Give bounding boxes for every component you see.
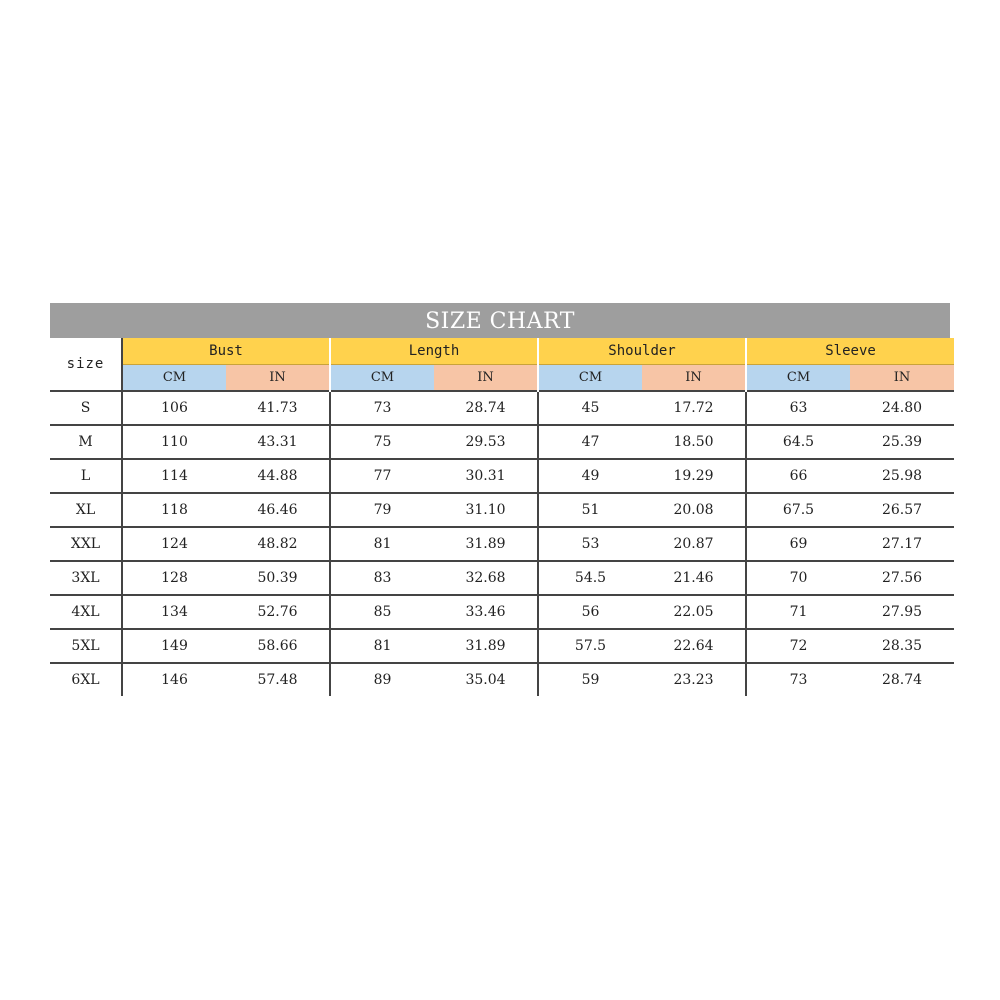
cell-length-cm: 77 <box>330 459 434 493</box>
table-row <box>50 595 954 629</box>
cell-shoulder-in: 22.05 <box>642 595 746 629</box>
cell-sleeve-cm: 69 <box>746 527 850 561</box>
cell-bust-cm: 114 <box>122 459 226 493</box>
cell-bust-in: 57.48 <box>226 663 330 696</box>
cell-shoulder-in: 18.50 <box>642 425 746 459</box>
cell-bust-cm: 106 <box>122 391 226 425</box>
cell-sleeve-cm: 63 <box>746 391 850 425</box>
size-cell: L <box>50 459 122 493</box>
cell-bust-in: 44.88 <box>226 459 330 493</box>
cell-length-cm: 79 <box>330 493 434 527</box>
cell-bust-in: 50.39 <box>226 561 330 595</box>
table-row <box>50 391 954 425</box>
cell-sleeve-cm: 66 <box>746 459 850 493</box>
cell-shoulder-cm: 53 <box>538 527 642 561</box>
cell-shoulder-in: 23.23 <box>642 663 746 696</box>
cell-shoulder-cm: 56 <box>538 595 642 629</box>
size-cell: XXL <box>50 527 122 561</box>
cell-shoulder-cm: 54.5 <box>538 561 642 595</box>
group-header-shoulder: Shoulder <box>538 338 746 365</box>
cell-bust-cm: 118 <box>122 493 226 527</box>
unit-in: IN <box>226 365 330 392</box>
table-row <box>50 629 954 663</box>
cell-shoulder-cm: 59 <box>538 663 642 696</box>
cell-sleeve-in: 27.56 <box>850 561 954 595</box>
group-header-length: Length <box>330 338 538 365</box>
size-cell: M <box>50 425 122 459</box>
cell-sleeve-in: 28.35 <box>850 629 954 663</box>
size-cell: XL <box>50 493 122 527</box>
cell-bust-cm: 134 <box>122 595 226 629</box>
cell-bust-in: 41.73 <box>226 391 330 425</box>
cell-sleeve-in: 25.39 <box>850 425 954 459</box>
size-cell: 4XL <box>50 595 122 629</box>
cell-sleeve-in: 25.98 <box>850 459 954 493</box>
cell-bust-in: 46.46 <box>226 493 330 527</box>
size-cell: S <box>50 391 122 425</box>
unit-cm: CM <box>538 365 642 392</box>
cell-bust-in: 58.66 <box>226 629 330 663</box>
cell-shoulder-in: 20.08 <box>642 493 746 527</box>
cell-sleeve-cm: 73 <box>746 663 850 696</box>
cell-bust-cm: 146 <box>122 663 226 696</box>
size-cell: 6XL <box>50 663 122 696</box>
cell-length-in: 35.04 <box>434 663 538 696</box>
unit-in: IN <box>642 365 746 392</box>
cell-bust-cm: 124 <box>122 527 226 561</box>
cell-bust-cm: 149 <box>122 629 226 663</box>
cell-sleeve-in: 26.57 <box>850 493 954 527</box>
cell-length-in: 31.10 <box>434 493 538 527</box>
unit-in: IN <box>850 365 954 392</box>
cell-bust-in: 52.76 <box>226 595 330 629</box>
cell-bust-cm: 110 <box>122 425 226 459</box>
unit-cm: CM <box>122 365 226 392</box>
cell-sleeve-in: 24.80 <box>850 391 954 425</box>
cell-sleeve-cm: 70 <box>746 561 850 595</box>
chart-title: SIZE CHART <box>50 303 950 338</box>
group-header-bust: Bust <box>122 338 330 365</box>
cell-sleeve-cm: 71 <box>746 595 850 629</box>
table-row <box>50 425 954 459</box>
cell-length-in: 31.89 <box>434 629 538 663</box>
table-row <box>50 663 954 696</box>
cell-bust-in: 48.82 <box>226 527 330 561</box>
cell-length-cm: 85 <box>330 595 434 629</box>
cell-sleeve-in: 27.95 <box>850 595 954 629</box>
size-cell: 3XL <box>50 561 122 595</box>
cell-length-cm: 89 <box>330 663 434 696</box>
cell-length-cm: 73 <box>330 391 434 425</box>
size-table <box>50 338 954 696</box>
size-chart <box>50 303 950 696</box>
group-header-sleeve: Sleeve <box>746 338 954 365</box>
table-row <box>50 493 954 527</box>
cell-sleeve-in: 28.74 <box>850 663 954 696</box>
cell-length-cm: 81 <box>330 527 434 561</box>
cell-length-in: 29.53 <box>434 425 538 459</box>
unit-cm: CM <box>746 365 850 392</box>
cell-shoulder-cm: 51 <box>538 493 642 527</box>
table-row <box>50 459 954 493</box>
cell-length-in: 33.46 <box>434 595 538 629</box>
cell-bust-in: 43.31 <box>226 425 330 459</box>
cell-shoulder-in: 22.64 <box>642 629 746 663</box>
cell-shoulder-cm: 57.5 <box>538 629 642 663</box>
cell-shoulder-cm: 49 <box>538 459 642 493</box>
size-header: size <box>50 338 122 391</box>
cell-length-in: 30.31 <box>434 459 538 493</box>
cell-sleeve-cm: 67.5 <box>746 493 850 527</box>
unit-cm: CM <box>330 365 434 392</box>
cell-shoulder-cm: 47 <box>538 425 642 459</box>
cell-shoulder-in: 20.87 <box>642 527 746 561</box>
cell-length-cm: 75 <box>330 425 434 459</box>
table-row <box>50 527 954 561</box>
cell-length-cm: 83 <box>330 561 434 595</box>
cell-length-in: 31.89 <box>434 527 538 561</box>
cell-length-in: 28.74 <box>434 391 538 425</box>
cell-sleeve-cm: 72 <box>746 629 850 663</box>
cell-shoulder-cm: 45 <box>538 391 642 425</box>
cell-sleeve-in: 27.17 <box>850 527 954 561</box>
cell-length-cm: 81 <box>330 629 434 663</box>
cell-length-in: 32.68 <box>434 561 538 595</box>
cell-shoulder-in: 21.46 <box>642 561 746 595</box>
cell-shoulder-in: 17.72 <box>642 391 746 425</box>
cell-sleeve-cm: 64.5 <box>746 425 850 459</box>
unit-in: IN <box>434 365 538 392</box>
cell-shoulder-in: 19.29 <box>642 459 746 493</box>
cell-bust-cm: 128 <box>122 561 226 595</box>
table-row <box>50 561 954 595</box>
size-cell: 5XL <box>50 629 122 663</box>
